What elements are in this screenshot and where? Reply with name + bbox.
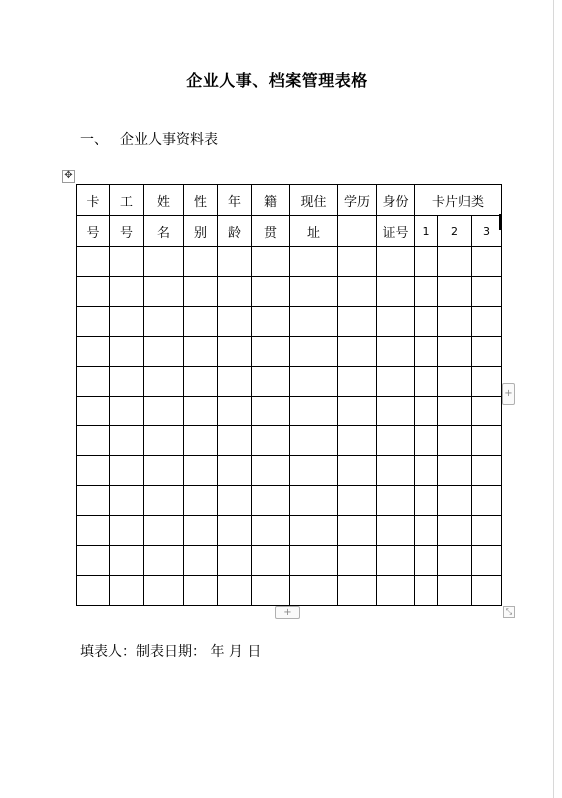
table-cell[interactable] (110, 366, 144, 396)
table-cell[interactable] (438, 247, 472, 277)
table-cell[interactable] (184, 516, 218, 546)
table-cell[interactable] (184, 366, 218, 396)
table-cell[interactable] (290, 276, 338, 306)
table-cell[interactable] (218, 426, 252, 456)
table-cell[interactable] (438, 336, 472, 366)
table-cell[interactable] (144, 516, 184, 546)
table-cell[interactable] (77, 575, 110, 605)
table-cell[interactable] (472, 456, 502, 486)
table-cell[interactable] (472, 276, 502, 306)
table-cell[interactable] (184, 396, 218, 426)
table-cell[interactable] (290, 396, 338, 426)
section-number: 一、 (80, 132, 108, 148)
header-cell[interactable]: 学历 (338, 185, 377, 216)
group-subheader-cell[interactable]: 1 (415, 216, 438, 247)
table-cell[interactable] (290, 575, 338, 605)
table-cell[interactable] (144, 546, 184, 576)
table-row (77, 396, 502, 426)
table-cell[interactable] (110, 247, 144, 277)
table-cell[interactable] (218, 456, 252, 486)
table-cell[interactable] (377, 306, 415, 336)
table-cell[interactable] (415, 516, 438, 546)
group-subheader-cell[interactable]: 2 (438, 216, 472, 247)
table-cell[interactable] (184, 486, 218, 516)
table-cell[interactable] (415, 306, 438, 336)
table-cell[interactable] (77, 516, 110, 546)
table-cell[interactable] (110, 336, 144, 366)
table-cell[interactable] (338, 366, 377, 396)
table-cell[interactable] (472, 486, 502, 516)
table-cell[interactable] (252, 546, 290, 576)
table-cell[interactable] (218, 516, 252, 546)
table-cell[interactable] (338, 306, 377, 336)
table-cell[interactable] (290, 336, 338, 366)
table-cell[interactable] (252, 366, 290, 396)
table-cell[interactable] (110, 486, 144, 516)
table-cell[interactable] (338, 336, 377, 366)
table-cell[interactable] (252, 396, 290, 426)
table-cell[interactable] (438, 366, 472, 396)
table-row (77, 575, 502, 605)
table-cell[interactable] (338, 276, 377, 306)
table-row (77, 336, 502, 366)
table-cell[interactable] (290, 486, 338, 516)
table-cell[interactable] (290, 366, 338, 396)
table-cell[interactable] (218, 336, 252, 366)
header-row-2 (77, 216, 502, 247)
table-cell[interactable] (252, 276, 290, 306)
table-row (77, 276, 502, 306)
table-cell[interactable] (184, 575, 218, 605)
table-cell[interactable] (252, 456, 290, 486)
table-cell[interactable] (438, 456, 472, 486)
header-cell[interactable]: 名 (144, 216, 184, 247)
table-cell[interactable] (472, 366, 502, 396)
table-cell[interactable] (438, 276, 472, 306)
table-cell[interactable] (252, 426, 290, 456)
table-cell[interactable] (252, 575, 290, 605)
table-cell[interactable] (184, 426, 218, 456)
table-cell[interactable] (110, 306, 144, 336)
table-cell[interactable] (338, 486, 377, 516)
document-title: 企业人事、档案管理表格 (186, 71, 368, 90)
header-cell[interactable]: 号 (77, 216, 110, 247)
table-cell[interactable] (184, 546, 218, 576)
table-cell[interactable] (472, 306, 502, 336)
table-cell[interactable] (415, 546, 438, 576)
table-cell[interactable] (218, 276, 252, 306)
table-cell[interactable] (218, 366, 252, 396)
table-cell[interactable] (110, 575, 144, 605)
table-cell[interactable] (377, 546, 415, 576)
table-cell[interactable] (338, 456, 377, 486)
table-cell[interactable] (252, 486, 290, 516)
table-cell[interactable] (338, 546, 377, 576)
table-cell[interactable] (290, 247, 338, 277)
table-cell[interactable] (218, 575, 252, 605)
header-cell[interactable]: 现住 (290, 185, 338, 216)
header-cell[interactable]: 籍 (252, 185, 290, 216)
header-cell[interactable]: 址 (290, 216, 338, 247)
text-cursor (499, 214, 501, 230)
table-resize-icon[interactable]: ⤡ (503, 606, 515, 618)
table-cell[interactable] (252, 516, 290, 546)
table-cell[interactable] (290, 456, 338, 486)
table-cell[interactable] (472, 336, 502, 366)
table-cell[interactable] (415, 575, 438, 605)
footer-filler-date: 填表人：制表日期： 年 月 日 (80, 644, 262, 660)
personnel-table (76, 184, 502, 606)
table-cell[interactable] (290, 546, 338, 576)
table-cell[interactable] (338, 516, 377, 546)
table-cell[interactable] (415, 426, 438, 456)
table-cell[interactable] (144, 276, 184, 306)
table-cell[interactable] (438, 306, 472, 336)
header-row-1 (77, 185, 502, 216)
table-row (77, 546, 502, 576)
section-heading (80, 129, 218, 149)
table-cell[interactable] (415, 456, 438, 486)
table-cell[interactable] (110, 516, 144, 546)
header-cell[interactable]: 年 (218, 185, 252, 216)
table-cell[interactable] (472, 247, 502, 277)
table-cell[interactable] (144, 306, 184, 336)
header-cell[interactable]: 龄 (218, 216, 252, 247)
table-cell[interactable] (377, 486, 415, 516)
table-cell[interactable] (184, 247, 218, 277)
table-cell[interactable] (144, 247, 184, 277)
table-cell[interactable] (472, 426, 502, 456)
table-cell[interactable] (77, 486, 110, 516)
table-cell[interactable] (472, 575, 502, 605)
table-cell[interactable] (438, 546, 472, 576)
table-cell[interactable] (77, 276, 110, 306)
table-cell[interactable] (377, 336, 415, 366)
table-cell[interactable] (77, 396, 110, 426)
table-cell[interactable] (184, 336, 218, 366)
table-cell[interactable] (472, 516, 502, 546)
table-cell[interactable] (338, 575, 377, 605)
table-row (77, 456, 502, 486)
table-cell[interactable] (377, 396, 415, 426)
header-cell[interactable]: 号 (110, 216, 144, 247)
table-cell[interactable] (77, 366, 110, 396)
group-header-card-category[interactable]: 卡片归类 (415, 185, 502, 216)
table-cell[interactable] (144, 396, 184, 426)
table-cell[interactable] (144, 336, 184, 366)
table-cell[interactable] (77, 306, 110, 336)
table-cell[interactable] (377, 247, 415, 277)
table-cell[interactable] (377, 366, 415, 396)
table-move-handle-icon[interactable]: ✥ (62, 170, 75, 183)
add-column-plus-icon[interactable]: + (275, 606, 300, 619)
table-cell[interactable] (377, 575, 415, 605)
table-cell[interactable] (252, 336, 290, 366)
table-cell[interactable] (377, 426, 415, 456)
table-cell[interactable] (110, 456, 144, 486)
table-cell[interactable] (77, 426, 110, 456)
table-cell[interactable] (415, 366, 438, 396)
table-row (77, 247, 502, 277)
table-cell[interactable] (110, 276, 144, 306)
table-row (77, 366, 502, 396)
table-cell[interactable] (438, 426, 472, 456)
table-cell[interactable] (184, 306, 218, 336)
table-cell[interactable] (415, 396, 438, 426)
table-cell[interactable] (184, 456, 218, 486)
table-cell[interactable] (218, 486, 252, 516)
header-cell[interactable]: 证号 (377, 216, 415, 247)
table-cell[interactable] (338, 247, 377, 277)
header-cell[interactable]: 卡 (77, 185, 110, 216)
table-cell[interactable] (110, 426, 144, 456)
table-cell[interactable] (218, 546, 252, 576)
table-row (77, 486, 502, 516)
header-cell[interactable]: 姓 (144, 185, 184, 216)
table-cell[interactable] (338, 426, 377, 456)
header-cell[interactable]: 别 (184, 216, 218, 247)
table-cell[interactable] (338, 396, 377, 426)
table-cell[interactable] (472, 396, 502, 426)
header-cell[interactable]: 性 (184, 185, 218, 216)
table-cell[interactable] (438, 486, 472, 516)
section-label: 企业人事资料表 (120, 132, 218, 148)
table-cell[interactable] (77, 456, 110, 486)
table-cell[interactable] (144, 366, 184, 396)
table-row (77, 516, 502, 546)
group-subheader-cell[interactable]: 3 (472, 216, 502, 247)
table-cell[interactable] (218, 247, 252, 277)
table-cell[interactable] (377, 516, 415, 546)
add-row-plus-icon[interactable]: + (502, 383, 515, 405)
table-cell[interactable] (438, 575, 472, 605)
table-cell[interactable] (144, 575, 184, 605)
table-cell[interactable] (77, 336, 110, 366)
header-cell[interactable]: 工 (110, 185, 144, 216)
table-cell[interactable] (290, 306, 338, 336)
table-cell[interactable] (472, 546, 502, 576)
table-cell[interactable] (438, 396, 472, 426)
table-cell[interactable] (377, 456, 415, 486)
table-cell[interactable] (77, 247, 110, 277)
header-cell[interactable]: 贯 (252, 216, 290, 247)
table-row (77, 306, 502, 336)
header-cell[interactable] (338, 216, 377, 247)
table-cell[interactable] (110, 546, 144, 576)
table-cell[interactable] (218, 396, 252, 426)
table-cell[interactable] (144, 426, 184, 456)
table-cell[interactable] (218, 306, 252, 336)
table-cell[interactable] (290, 426, 338, 456)
table-cell[interactable] (290, 516, 338, 546)
table-cell[interactable] (184, 276, 218, 306)
table-cell[interactable] (377, 276, 415, 306)
header-cell[interactable]: 身份 (377, 185, 415, 216)
table-cell[interactable] (415, 486, 438, 516)
table-cell[interactable] (77, 546, 110, 576)
table-cell[interactable] (252, 247, 290, 277)
table-cell[interactable] (144, 456, 184, 486)
table-row (77, 426, 502, 456)
table-cell[interactable] (252, 306, 290, 336)
table-cell[interactable] (144, 486, 184, 516)
table-cell[interactable] (415, 276, 438, 306)
table-cell[interactable] (415, 336, 438, 366)
table-cell[interactable] (438, 516, 472, 546)
table-cell[interactable] (415, 247, 438, 277)
table-cell[interactable] (110, 396, 144, 426)
